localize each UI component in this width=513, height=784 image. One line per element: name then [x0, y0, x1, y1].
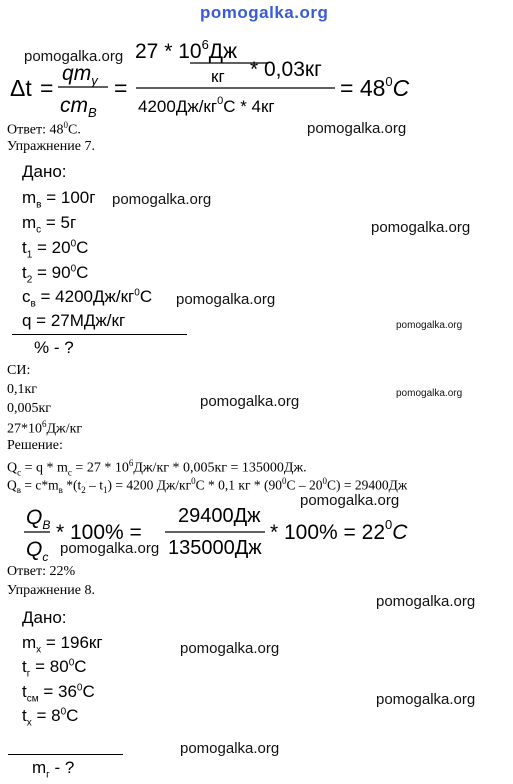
eq2-num: $Q_B$ — [26, 506, 51, 532]
given7-line-mv: $m_в = 100г$ — [22, 188, 96, 211]
eq2-den: $Q_c$ — [26, 538, 49, 564]
given8-line-mx: $m_х = 196кг$ — [22, 633, 103, 656]
watermark-5[interactable]: pomogalka.org — [176, 291, 276, 308]
watermark-14[interactable]: pomogalka.org — [180, 740, 280, 757]
eq1-mult: * 0,03кг — [250, 58, 322, 81]
watermark-7[interactable]: pomogalka.org — [396, 388, 463, 399]
given8-find: $m_г$ - ? — [32, 758, 75, 781]
eq1-frac1-num: $qm_y$ — [62, 62, 98, 88]
given7-line-cv: $c_в = 4200Дж/кг^0С$ — [22, 287, 153, 310]
watermark-11[interactable]: pomogalka.org — [376, 593, 476, 610]
eq1-result: = $48^0С$ — [340, 74, 410, 101]
solution-line-qv: $Q_в = c*m_в$ $*(t_2 - t_1) = 4200$ $Дж/кг^0С * 0,1$ кг * $(90^0С - 20^0С) = 29400Дж$ — [7, 476, 408, 496]
watermark-8[interactable]: pomogalka.org — [200, 393, 300, 410]
given8-title: Дано: — [22, 608, 67, 627]
eq1-num-value: $27 * 10^6Дж$ — [135, 38, 238, 63]
answer-ex6: Ответ: $48^0С$. — [7, 120, 81, 138]
watermark-2[interactable]: pomogalka.org — [307, 120, 407, 137]
eq1-frac1-den: $cm_B$ — [60, 94, 97, 120]
given7-line-t1: $t_1 = 20^0С$ — [22, 238, 89, 261]
watermark-top[interactable]: pomogalka.org — [200, 3, 329, 22]
given7-line-t2: $t_2 = 90^0С$ — [22, 263, 89, 286]
si-value-2: 0,005кг — [7, 401, 52, 416]
eq1-lhs: Δt — [10, 75, 32, 101]
answer-ex7: Ответ: 22% — [7, 564, 76, 579]
si-value-3: $27*10^6Дж/кг$ — [7, 419, 83, 437]
watermark-6[interactable]: pomogalka.org — [396, 320, 463, 331]
eq2-num2: 29400Дж — [178, 505, 261, 527]
given8-line-tg: $t_г = 80^0С$ — [22, 657, 87, 680]
given8-divider — [8, 754, 123, 755]
eq1-den: $4200Дж/кг^0С * 4кг$ — [138, 95, 275, 116]
watermark-13[interactable]: pomogalka.org — [376, 691, 476, 708]
solution-label: Решение: — [7, 438, 63, 453]
eq2-den2: 135000Дж — [168, 537, 262, 559]
eq1-equals-2: = — [114, 75, 128, 101]
given7-line-q: q = 27МДж/кг — [22, 311, 126, 330]
watermark-10[interactable]: pomogalka.org — [60, 540, 160, 557]
eq1-equals-1: = — [40, 75, 54, 101]
watermark-eq1[interactable]: pomogalka.org — [24, 48, 124, 65]
given8-line-tx: $t_х = 8^0С$ — [22, 706, 79, 729]
solution-line-qc: $Q_с = q * m_с = 27 * 10^6Дж/кг * 0,005кг = 135000Дж$. — [7, 458, 307, 478]
watermark-3[interactable]: pomogalka.org — [112, 191, 212, 208]
given7-title: Дано: — [22, 162, 67, 181]
watermark-9[interactable]: pomogalka.org — [300, 492, 400, 509]
si-title: СИ: — [7, 363, 31, 378]
eq1-num-den: кг — [211, 67, 225, 86]
given7-find: % - ? — [34, 338, 74, 357]
given7-line-mc: $m_с = 5г$ — [22, 213, 77, 236]
watermark-12[interactable]: pomogalka.org — [180, 640, 280, 657]
eq2-rest: * $100\% = 22^0С$ — [270, 517, 408, 544]
given7-divider — [12, 334, 187, 335]
si-value-1: 0,1кг — [7, 382, 38, 397]
given8-line-tsm: $t_{см} = 36^0С$ — [22, 682, 95, 705]
exercise-8-title: Упражнение 8. — [7, 583, 95, 598]
exercise-7-title: Упражнение 7. — [7, 139, 95, 154]
eq2-mult: * 100% = — [56, 521, 142, 544]
watermark-4[interactable]: pomogalka.org — [371, 219, 471, 236]
